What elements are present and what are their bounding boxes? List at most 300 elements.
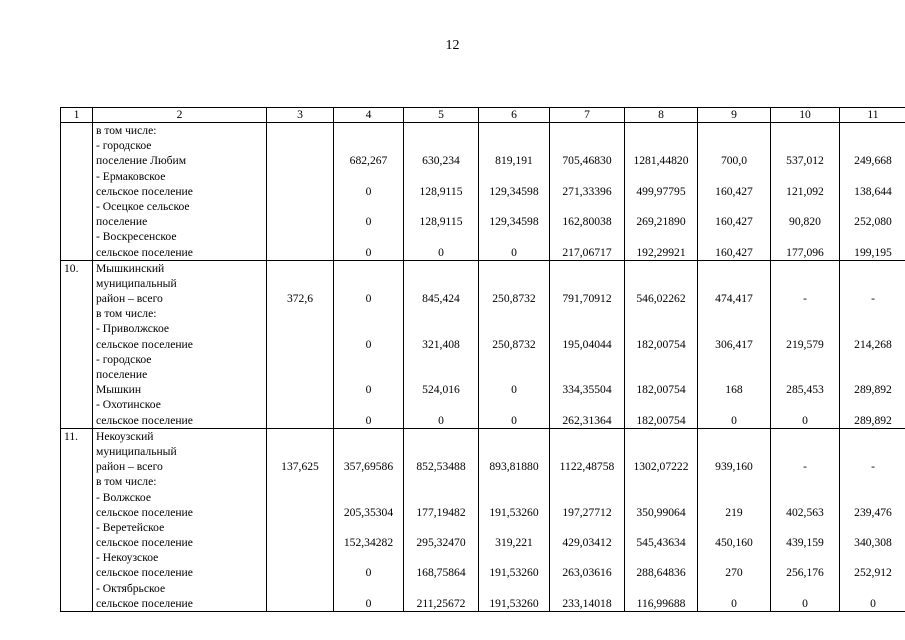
value-cell-col-7 — [550, 123, 625, 261]
spacer-line — [774, 397, 836, 412]
header-row — [61, 108, 905, 123]
spacer-line — [628, 397, 694, 412]
value: 321,408 — [422, 337, 460, 351]
spacer-line — [482, 261, 546, 276]
value: 0 — [870, 596, 876, 610]
spacer-line — [774, 490, 836, 505]
value: - — [803, 460, 807, 474]
value: 289,892 — [854, 413, 892, 427]
spacer-line — [843, 138, 903, 153]
header-cell: 4 — [334, 108, 404, 123]
value: 269,21890 — [636, 215, 686, 229]
value — [774, 123, 836, 138]
spacer-line — [701, 138, 767, 153]
value-cell-col-3 — [267, 428, 334, 611]
value: 537,012 — [786, 154, 824, 168]
spacer-line — [701, 429, 767, 444]
group-row — [61, 260, 905, 428]
territory-name-line: - городское — [96, 352, 152, 366]
value-cell-col-11 — [840, 260, 905, 428]
value: 0 — [365, 596, 372, 610]
spacer-line — [553, 169, 621, 184]
value — [270, 535, 330, 550]
value: 402,563 — [786, 505, 824, 519]
value: 252,912 — [854, 566, 892, 580]
value-cell-col-4 — [334, 428, 404, 611]
spacer-line — [337, 352, 400, 367]
spacer-line — [407, 550, 475, 565]
spacer-line — [843, 169, 903, 184]
value: 271,33396 — [562, 184, 612, 198]
value — [628, 306, 694, 321]
value: 1122,48758 — [559, 460, 615, 474]
value: 214,268 — [854, 337, 892, 351]
value — [270, 337, 330, 352]
territory-name-line: - Ермаковское — [96, 169, 166, 183]
value: 0 — [511, 383, 517, 397]
value: 162,80038 — [562, 215, 612, 229]
value: 0 — [365, 337, 372, 351]
spacer-line — [701, 229, 767, 244]
spacer-line — [774, 138, 836, 153]
spacer-line — [337, 169, 400, 184]
spacer-line — [553, 444, 621, 459]
value — [270, 153, 330, 168]
value: 845,424 — [422, 292, 460, 306]
value — [701, 474, 767, 489]
value: 250,8732 — [492, 292, 536, 306]
value: 1302,07222 — [633, 460, 689, 474]
value: 0 — [438, 413, 444, 427]
spacer-line — [337, 490, 400, 505]
value — [407, 306, 475, 321]
value: 0 — [731, 413, 737, 427]
value — [701, 306, 767, 321]
spacer-line — [553, 276, 621, 291]
value: 0 — [802, 596, 808, 610]
spacer-line — [774, 550, 836, 565]
value: 429,03412 — [562, 536, 612, 550]
value: 262,31364 — [562, 413, 612, 427]
value: 819,191 — [495, 154, 533, 168]
value: 350,99064 — [636, 505, 686, 519]
value: 0 — [802, 413, 808, 427]
spacer-line — [843, 367, 903, 382]
spacer-line — [337, 321, 400, 336]
spacer-line — [701, 321, 767, 336]
value-cell-col-7 — [550, 428, 625, 611]
value: 219 — [725, 505, 743, 519]
territory-name-line: сельское поселение — [96, 596, 193, 610]
value — [270, 413, 330, 428]
spacer-line — [337, 229, 400, 244]
spacer-line — [270, 429, 330, 444]
spacer-line — [270, 276, 330, 291]
spacer-line — [270, 261, 330, 276]
value: 334,35504 — [562, 383, 612, 397]
territory-name-line: - Воскресенское — [96, 230, 177, 244]
territory-name-line: поселение — [96, 215, 148, 229]
territory-name-line: район – всего — [96, 460, 163, 474]
spacer-line — [628, 352, 694, 367]
value — [270, 565, 330, 580]
spacer-line — [270, 138, 330, 153]
value-cell-col-9 — [698, 123, 771, 261]
value — [843, 306, 903, 321]
value: 233,14018 — [562, 596, 612, 610]
spacer-line — [843, 261, 903, 276]
spacer-line — [407, 321, 475, 336]
spacer-line — [270, 581, 330, 596]
value — [270, 184, 330, 199]
territory-name-line: Мышкинский — [96, 261, 165, 275]
value: 340,308 — [854, 536, 892, 550]
spacer-line — [701, 169, 767, 184]
spacer-line — [482, 352, 546, 367]
value: 116,99688 — [636, 596, 686, 610]
value: 219,579 — [786, 337, 824, 351]
spacer-line — [482, 229, 546, 244]
spacer-line — [553, 581, 621, 596]
spacer-line — [337, 520, 400, 535]
value: 0 — [365, 215, 372, 229]
value — [701, 123, 767, 138]
territory-name-line: - Охотинское — [96, 398, 161, 412]
spacer-line — [337, 429, 400, 444]
spacer-line — [843, 520, 903, 535]
value: 0 — [365, 245, 372, 259]
territory-name-line: в том числе: — [96, 475, 157, 489]
spacer-line — [628, 276, 694, 291]
value-cell-col-8 — [625, 260, 698, 428]
spacer-line — [337, 138, 400, 153]
header-cell: 10 — [771, 108, 840, 123]
header-cell: 9 — [698, 108, 771, 123]
territory-name-line: сельское поселение — [96, 413, 193, 427]
value-cell-col-10 — [771, 260, 840, 428]
territory-name-line: поселение — [96, 368, 148, 381]
spacer-line — [337, 367, 400, 382]
value: 128,9115 — [419, 215, 463, 229]
spacer-line — [407, 581, 475, 596]
value-cell-col-4 — [334, 123, 404, 261]
value: 256,176 — [786, 566, 824, 580]
spacer-line — [628, 367, 694, 382]
value-cell-col-3 — [267, 260, 334, 428]
value: 168,75864 — [416, 566, 466, 580]
spacer-line — [701, 276, 767, 291]
value: - — [803, 292, 807, 306]
value — [270, 596, 330, 611]
territory-name-line: поселение Любим — [96, 154, 187, 168]
spacer-line — [701, 261, 767, 276]
value-cell-col-11 — [840, 428, 905, 611]
spacer-line — [482, 367, 546, 382]
spacer-line — [337, 581, 400, 596]
header-cell: 11 — [840, 108, 905, 123]
value — [270, 306, 330, 321]
value: 0 — [365, 184, 372, 198]
value: 288,64836 — [636, 566, 686, 580]
spacer-line — [701, 490, 767, 505]
territory-name-line: Некоузский — [96, 429, 154, 443]
territory-name-line: - городское — [96, 139, 152, 153]
spacer-line — [774, 367, 836, 382]
value: 177,19482 — [416, 505, 466, 519]
spacer-line — [407, 444, 475, 459]
value: 191,53260 — [489, 505, 539, 519]
value: 289,892 — [854, 383, 892, 397]
territory-name-line: в том числе: — [96, 307, 157, 321]
value — [407, 474, 475, 489]
spacer-line — [337, 199, 400, 214]
value-cell-col-4 — [334, 260, 404, 428]
value — [553, 123, 621, 138]
value: 191,53260 — [489, 596, 539, 610]
spacer-line — [482, 199, 546, 214]
spacer-line — [701, 352, 767, 367]
value: 791,70912 — [562, 292, 612, 306]
value: 129,34598 — [489, 215, 539, 229]
spacer-line — [553, 397, 621, 412]
value: 545,43634 — [636, 536, 686, 550]
spacer-line — [843, 444, 903, 459]
spacer-line — [270, 550, 330, 565]
row-number-cell — [61, 123, 93, 261]
territory-name-line: сельское поселение — [96, 337, 193, 351]
spacer-line — [628, 520, 694, 535]
territory-name-cell — [93, 428, 267, 611]
spacer-line — [628, 550, 694, 565]
spacer-line — [843, 321, 903, 336]
spacer-line — [407, 261, 475, 276]
spacer-line — [407, 429, 475, 444]
value: 306,417 — [715, 337, 753, 351]
value — [774, 474, 836, 489]
spacer-line — [270, 520, 330, 535]
spacer-line — [553, 490, 621, 505]
value: 205,35304 — [343, 505, 394, 519]
value — [270, 245, 330, 260]
spacer-line — [701, 199, 767, 214]
value — [482, 123, 546, 138]
spacer-line — [270, 321, 330, 336]
value: 0 — [365, 383, 372, 397]
value — [337, 474, 400, 489]
spacer-line — [701, 444, 767, 459]
territory-name-line: - Октябрьское — [96, 581, 166, 595]
value: 211,25672 — [416, 596, 466, 610]
page-number: 12 — [445, 38, 460, 53]
spacer-line — [553, 550, 621, 565]
value — [843, 474, 903, 489]
spacer-line — [843, 352, 903, 367]
spacer-line — [553, 520, 621, 535]
row-number: 10. — [64, 261, 79, 275]
value: 705,46830 — [562, 154, 612, 168]
value-cell-col-3 — [267, 123, 334, 261]
value-cell-col-6 — [479, 428, 550, 611]
header-cell: 7 — [550, 108, 625, 123]
value: 1281,44820 — [633, 154, 689, 168]
spacer-line — [628, 581, 694, 596]
value: 682,267 — [349, 154, 388, 168]
value: 192,29921 — [636, 245, 686, 259]
value-cell-col-10 — [771, 428, 840, 611]
value: 285,453 — [786, 383, 824, 397]
territory-name-line: сельское поселение — [96, 184, 193, 198]
value: 270 — [725, 566, 743, 580]
spacer-line — [407, 520, 475, 535]
spacer-line — [407, 169, 475, 184]
spacer-line — [482, 444, 546, 459]
value: 893,81880 — [489, 460, 539, 474]
spacer-line — [407, 352, 475, 367]
spacer-line — [407, 199, 475, 214]
value: 160,427 — [715, 184, 753, 198]
value — [270, 505, 330, 520]
spacer-line — [843, 397, 903, 412]
spacer-line — [337, 276, 400, 291]
spacer-line — [407, 229, 475, 244]
territory-name-line: сельское поселение — [96, 566, 193, 580]
spacer-line — [407, 276, 475, 291]
value: 182,00754 — [636, 383, 686, 397]
header-cell: 3 — [267, 108, 334, 123]
value: 319,221 — [495, 536, 533, 550]
row-number — [64, 123, 89, 138]
spacer-line — [337, 550, 400, 565]
spacer-line — [843, 550, 903, 565]
spacer-line — [553, 321, 621, 336]
value: 700,0 — [720, 154, 748, 168]
row-number-cell — [61, 428, 93, 611]
value: 474,417 — [715, 292, 753, 306]
value: 263,03616 — [562, 566, 612, 580]
spacer-line — [482, 429, 546, 444]
value: 217,06717 — [562, 245, 612, 259]
territory-name-line: сельское поселение — [96, 245, 193, 259]
value: 239,476 — [854, 505, 892, 519]
group-row — [61, 123, 905, 261]
spacer-line — [701, 550, 767, 565]
territory-name-cell — [93, 260, 267, 428]
spacer-line — [270, 169, 330, 184]
spacer-line — [774, 429, 836, 444]
value: - — [871, 292, 875, 306]
spacer-line — [407, 490, 475, 505]
value-cell-col-7 — [550, 260, 625, 428]
value — [553, 306, 621, 321]
value — [270, 474, 330, 489]
value: 199,195 — [854, 245, 892, 259]
value — [270, 123, 330, 138]
value-cell-col-10 — [771, 123, 840, 261]
row-number-cell — [61, 260, 93, 428]
spacer-line — [774, 229, 836, 244]
value-cell-col-6 — [479, 260, 550, 428]
value-cell-col-9 — [698, 428, 771, 611]
value: 0 — [365, 413, 372, 427]
header-cell: 1 — [61, 108, 93, 123]
spacer-line — [482, 397, 546, 412]
spacer-line — [628, 490, 694, 505]
value — [337, 306, 400, 321]
value: 0 — [511, 245, 517, 259]
spacer-line — [407, 138, 475, 153]
value — [270, 382, 330, 397]
value — [628, 123, 694, 138]
spacer-line — [628, 444, 694, 459]
spacer-line — [774, 352, 836, 367]
value: 129,34598 — [489, 184, 539, 198]
value: 295,32470 — [416, 536, 466, 550]
spacer-line — [270, 352, 330, 367]
value: 939,160 — [715, 460, 753, 474]
spacer-line — [337, 261, 400, 276]
territory-name-line: - Волжское — [96, 490, 151, 504]
spacer-line — [337, 444, 400, 459]
spacer-line — [482, 550, 546, 565]
spacer-line — [482, 138, 546, 153]
value-cell-col-5 — [404, 260, 479, 428]
value-cell-col-5 — [404, 123, 479, 261]
spacer-line — [628, 321, 694, 336]
group-row — [61, 428, 905, 611]
spacer-line — [774, 520, 836, 535]
spacer-line — [843, 429, 903, 444]
territory-name-line: в том числе: — [96, 124, 157, 137]
row-number: 11. — [64, 429, 79, 443]
spacer-line — [270, 199, 330, 214]
spacer-line — [407, 367, 475, 382]
value — [482, 306, 546, 321]
spacer-line — [843, 276, 903, 291]
spacer-line — [774, 276, 836, 291]
spacer-line — [628, 429, 694, 444]
spacer-line — [628, 169, 694, 184]
spacer-line — [774, 261, 836, 276]
value — [774, 306, 836, 321]
spacer-line — [701, 520, 767, 535]
territory-name-line: Мышкин — [96, 383, 142, 397]
territory-name-line: - Веретейское — [96, 520, 165, 534]
spacer-line — [337, 397, 400, 412]
spacer-line — [774, 444, 836, 459]
value: 182,00754 — [636, 413, 686, 427]
value: 191,53260 — [489, 566, 539, 580]
value: 90,820 — [789, 215, 821, 229]
spacer-line — [553, 229, 621, 244]
value: 450,160 — [715, 536, 753, 550]
value: 168 — [725, 383, 743, 397]
spacer-line — [482, 581, 546, 596]
territory-name-line: сельское поселение — [96, 536, 193, 550]
spacer-line — [774, 581, 836, 596]
spacer-line — [628, 229, 694, 244]
value: 546,02262 — [636, 292, 686, 306]
spacer-line — [774, 321, 836, 336]
value-cell-col-6 — [479, 123, 550, 261]
value-cell-col-9 — [698, 260, 771, 428]
value — [337, 123, 400, 138]
spacer-line — [270, 490, 330, 505]
value: 250,8732 — [492, 337, 536, 351]
value-cell-col-5 — [404, 428, 479, 611]
spacer-line — [701, 581, 767, 596]
spacer-line — [628, 199, 694, 214]
value: 128,9115 — [419, 184, 463, 198]
